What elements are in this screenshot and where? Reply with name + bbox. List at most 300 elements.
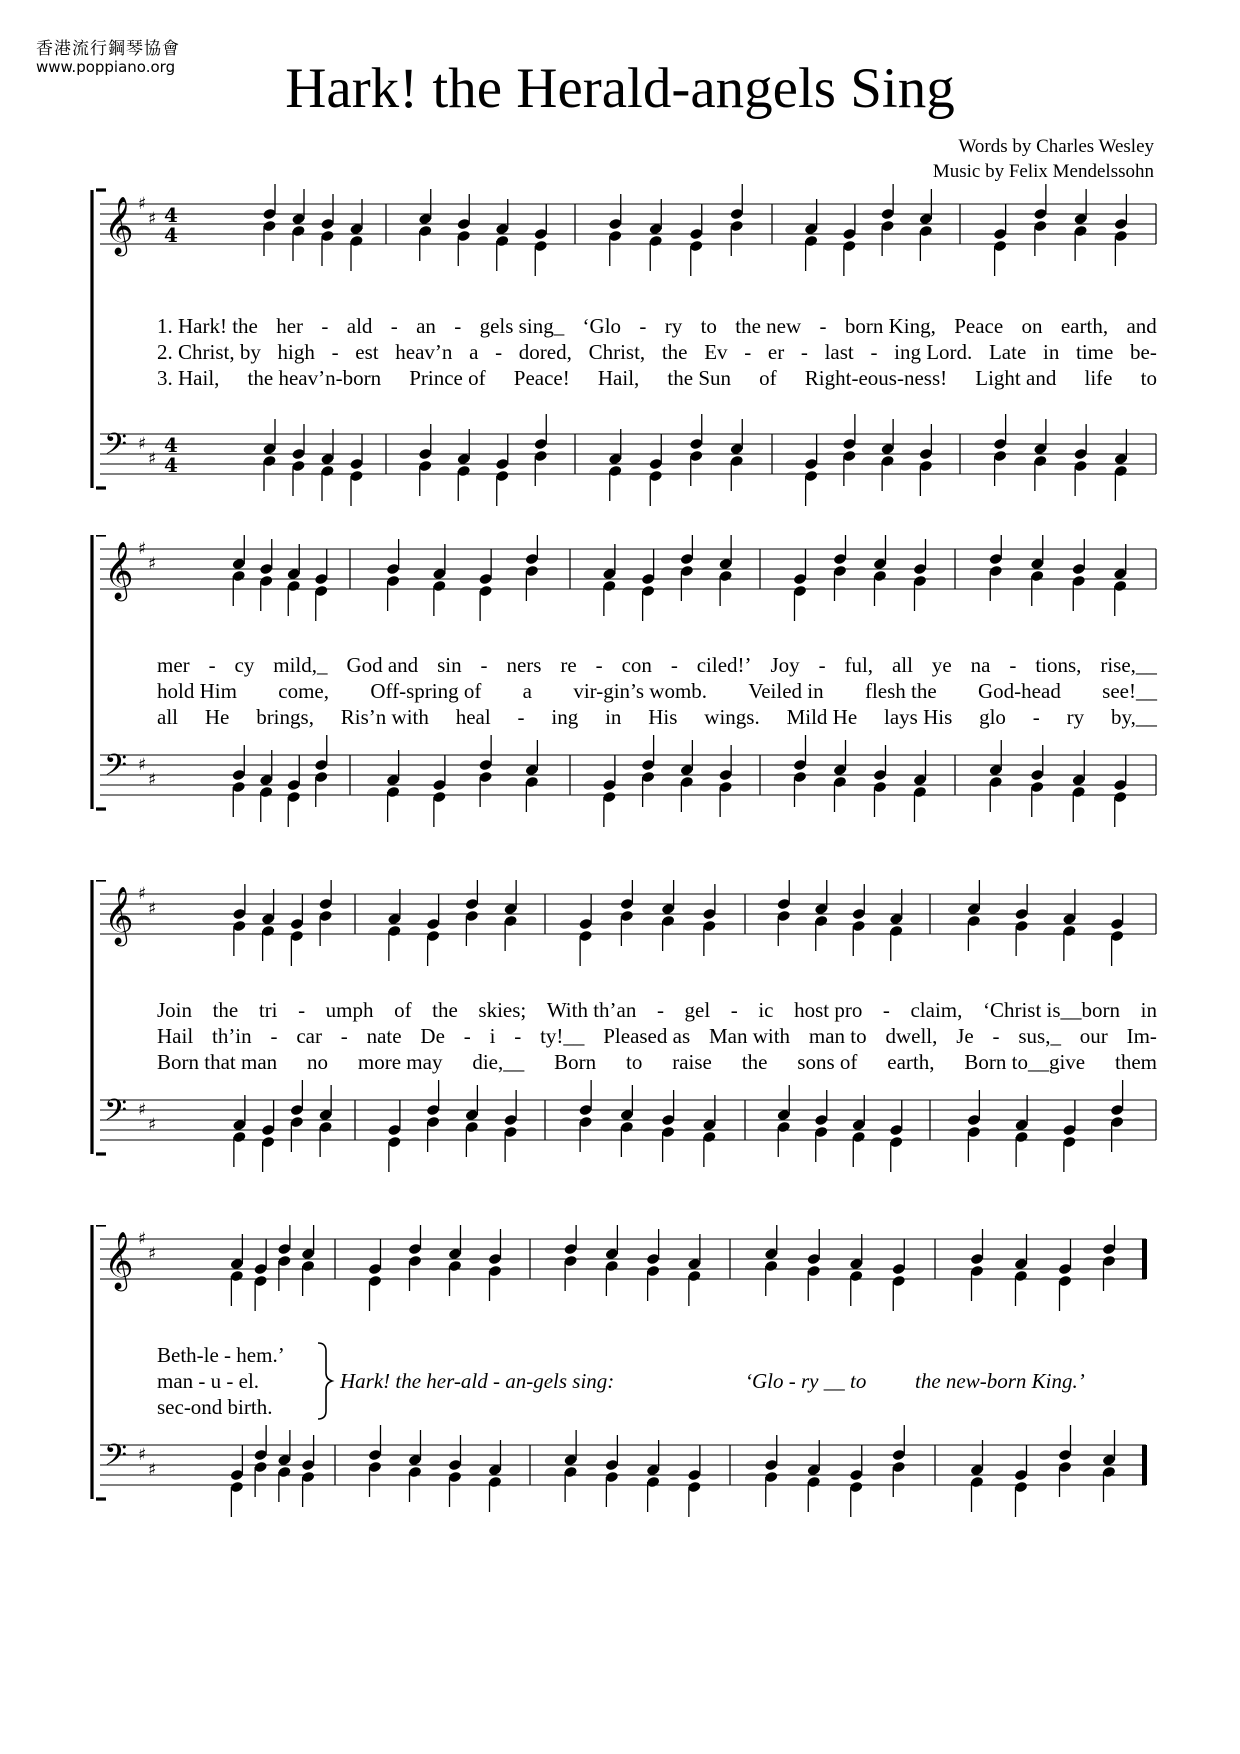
lyric-syllable: re (560, 653, 577, 677)
lyric-syllable: high (277, 340, 315, 364)
note-icon (989, 535, 1003, 601)
note-icon (349, 199, 363, 271)
lyric-syllable: heal (455, 705, 491, 729)
lyric-syllable: - (818, 653, 826, 677)
note-icon (503, 880, 517, 951)
note-icon (608, 429, 622, 501)
sharp-icon: ♯ (148, 554, 157, 574)
treble-clef-icon: 𝄞 (104, 541, 134, 599)
lyric-syllable: come, (278, 679, 329, 703)
note-icon (314, 735, 328, 807)
note-icon (804, 199, 818, 271)
lyric-syllable: our (1079, 1024, 1108, 1048)
lyric-syllable: tri (258, 998, 278, 1022)
lyric-syllable: nate (366, 1024, 402, 1048)
lyric-syllable: - (670, 653, 678, 677)
lyric-syllable: - (882, 998, 890, 1022)
note-icon (368, 1239, 382, 1311)
lyric-syllable: an (416, 314, 436, 338)
lyric-syllable: God and (346, 653, 419, 677)
lyric-syllable: wings. (704, 705, 760, 729)
lyric-syllable: ye (931, 653, 952, 677)
lyric-syllable: rise,__ (1100, 653, 1157, 677)
treble-staff (100, 880, 1156, 966)
note-icon (1058, 1239, 1072, 1311)
system-3-verse-3 (157, 1050, 1157, 1075)
note-icon (259, 539, 273, 611)
lyric-syllable: Man with (708, 1024, 791, 1048)
song-title: Hark! the Herald-angels Sing (285, 57, 955, 120)
note-icon (320, 194, 334, 266)
lyric-syllable: Peace! (513, 366, 570, 390)
note-icon (1102, 1225, 1116, 1291)
lyric-syllable: ic (758, 998, 774, 1022)
note-icon (1073, 189, 1087, 261)
note-icon (318, 880, 332, 946)
note-icon (488, 1440, 502, 1512)
lyric-syllable: - (870, 340, 878, 364)
note-icon (646, 1440, 660, 1512)
note-icon (1110, 894, 1124, 966)
lyric-syllable: - (340, 1024, 348, 1048)
note-icon (852, 1095, 866, 1167)
note-icon (230, 1234, 244, 1306)
lyric-syllable: - (298, 998, 306, 1022)
lyric-syllable: Hail (157, 1024, 194, 1048)
lyric-syllable: Right-eous-ness! (804, 366, 948, 390)
lyric-syllable: God-head (978, 679, 1061, 703)
lyric-syllable: Veiled in (748, 679, 824, 703)
watermark-url[interactable]: www.poppiano.org (36, 58, 176, 76)
refrain-king: the new-born King.’ (915, 1369, 1085, 1393)
lyric-syllable: - (463, 1024, 471, 1048)
bass-staff (100, 1425, 1147, 1517)
lyric-syllable: De (420, 1024, 445, 1048)
lyric-syllable: the new (735, 314, 802, 338)
note-icon (649, 434, 663, 506)
lyric-syllable: brings, (256, 705, 314, 729)
note-icon (432, 544, 446, 616)
lyric-syllable: car (296, 1024, 322, 1048)
note-icon (448, 1435, 462, 1507)
system-1-verse-1 (157, 314, 1157, 339)
lyric-syllable: ‘Christ is__born (982, 998, 1121, 1022)
lyric-syllable: - (208, 653, 216, 677)
sharp-icon: ♯ (138, 1445, 147, 1465)
time-signature-digit: 4 (164, 223, 178, 247)
note-icon (873, 535, 887, 606)
sharp-icon: ♯ (138, 1229, 147, 1249)
lyric-syllable: Christ, (588, 340, 646, 364)
lyric-syllable: Off-spring of (370, 679, 482, 703)
lyric-syllable: Joy (770, 653, 800, 677)
lyric-syllable: sin (437, 653, 462, 677)
watermark-chinese: 香港流行鋼琴協會 (36, 39, 180, 59)
lyric-syllable: to (626, 1050, 643, 1074)
note-icon (1102, 1430, 1116, 1502)
sharp-icon: ♯ (148, 1244, 157, 1264)
note-icon (277, 1225, 291, 1291)
note-icon (620, 880, 634, 946)
music-credit: Music by Felix Mendelssohn (932, 161, 1154, 182)
note-icon (889, 1100, 903, 1172)
lyric-syllable: Join (157, 998, 193, 1022)
lyric-syllable: ful, (844, 653, 874, 677)
note-icon (418, 424, 432, 496)
note-icon (525, 740, 539, 812)
note-icon (261, 1100, 275, 1172)
note-icon (314, 549, 328, 621)
time-signature-digit: 4 (164, 453, 178, 477)
note-icon (232, 884, 246, 956)
note-icon (833, 740, 847, 812)
note-icon (689, 414, 703, 486)
note-icon (320, 429, 334, 501)
sharp-icon: ♯ (138, 194, 147, 214)
lyric-syllable: Pleased as (603, 1024, 691, 1048)
note-icon (301, 1225, 315, 1296)
final-barline (1142, 1239, 1147, 1279)
note-icon (661, 1090, 675, 1162)
lyric-syllable: claim, (910, 998, 963, 1022)
lyric-syllable: see!__ (1102, 679, 1157, 703)
note-icon (793, 735, 807, 807)
treble-clef-icon: 𝄞 (104, 196, 134, 254)
credits (933, 134, 1154, 184)
lyric-syllable: heav’n (395, 340, 453, 364)
note-icon (849, 1234, 863, 1306)
lyric-syllable: - (819, 314, 827, 338)
lyric-syllable: last (824, 340, 854, 364)
note-icon (970, 1440, 984, 1512)
note-icon (777, 1085, 791, 1157)
sharp-icon: ♯ (138, 755, 147, 775)
lyric-syllable: raise (672, 1050, 712, 1074)
sharp-icon: ♯ (148, 209, 157, 229)
lyric-syllable: ry (664, 314, 683, 338)
note-icon (457, 429, 471, 501)
note-icon (1033, 419, 1047, 491)
note-icon (426, 1080, 440, 1152)
treble-staff (100, 1225, 1147, 1311)
lyric-syllable: - (270, 1024, 278, 1048)
note-icon (913, 750, 927, 822)
note-icon (702, 1095, 716, 1167)
system-4 (0, 1225, 1240, 1525)
lyric-syllable: in (1042, 340, 1060, 364)
lyric-syllable: host pro (794, 998, 863, 1022)
note-icon (605, 1435, 619, 1507)
treble-staff (100, 535, 1156, 621)
lyric-syllable: vir-gin’s womb. (573, 679, 708, 703)
lyric-syllable: on (1021, 314, 1043, 338)
note-icon (680, 535, 694, 601)
note-icon (793, 549, 807, 621)
note-icon (287, 544, 301, 616)
note-icon (387, 889, 401, 961)
lyric-syllable: dwell, (885, 1024, 938, 1048)
note-icon (680, 740, 694, 812)
note-icon (880, 419, 894, 491)
note-icon (578, 894, 592, 966)
note-icon (1110, 1080, 1124, 1152)
note-icon (408, 1225, 422, 1291)
lyric-syllable: - (495, 340, 503, 364)
sharp-icon: ♯ (138, 884, 147, 904)
note-icon (807, 1229, 821, 1301)
lyric-syllable: Ev (704, 340, 728, 364)
lyric-syllable: i (489, 1024, 496, 1048)
lyric-syllable: earth, (1060, 314, 1109, 338)
lyric-syllable: est (355, 340, 379, 364)
lyric-syllable: th’in (211, 1024, 252, 1048)
lyric-syllable: gels sing_ (479, 314, 565, 338)
lyric-syllable: Je (956, 1024, 974, 1048)
final-barline (1142, 1445, 1147, 1485)
note-icon (465, 880, 479, 946)
note-icon (230, 1445, 244, 1517)
note-icon (386, 750, 400, 822)
lyric-syllable: more may (357, 1050, 443, 1074)
lyric-syllable: Ris’n with (340, 705, 429, 729)
note-icon (418, 189, 432, 261)
lyric-syllable: ciled!’ (696, 653, 752, 677)
lyric-syllable: Prince of (409, 366, 486, 390)
lyric-syllable: the heav’n-born (247, 366, 382, 390)
note-icon (465, 1085, 479, 1157)
note-icon (578, 1080, 592, 1152)
lyric-syllable: mer (157, 653, 190, 677)
lyric-syllable: mild,_ (273, 653, 328, 677)
note-icon (764, 1225, 778, 1296)
note-icon (432, 755, 446, 827)
lyric-syllable: - (800, 340, 808, 364)
note-icon (970, 1229, 984, 1301)
verse-brace (318, 1343, 332, 1419)
note-icon (1073, 424, 1087, 496)
lyric-syllable: sons of (797, 1050, 858, 1074)
lyric-syllable: Born to__give (964, 1050, 1086, 1074)
sharp-icon: ♯ (138, 434, 147, 454)
lyric-syllable: ing Lord. (894, 340, 973, 364)
note-icon (1033, 184, 1047, 256)
note-icon (913, 539, 927, 611)
note-icon (605, 1225, 619, 1296)
lyric-syllable: He (204, 705, 230, 729)
bass-staff (100, 1080, 1156, 1172)
system-3 (0, 880, 1240, 1180)
lyric-syllable: - (321, 314, 329, 338)
sharp-icon: ♯ (148, 449, 157, 469)
system-2-verse-1 (157, 653, 1157, 678)
note-icon (232, 1095, 246, 1167)
lyric-syllable: dored, (518, 340, 572, 364)
note-icon (687, 1234, 701, 1306)
note-icon (687, 1445, 701, 1517)
note-icon (1114, 194, 1128, 266)
lyric-syllable: ners (506, 653, 542, 677)
note-icon (702, 884, 716, 956)
note-icon (232, 745, 246, 817)
bass-clef-icon: 𝄢 (104, 428, 128, 469)
note-icon (804, 434, 818, 506)
note-icon (919, 424, 933, 496)
lyric-syllable: - (656, 998, 664, 1022)
note-icon (291, 424, 305, 496)
note-icon (1113, 544, 1127, 616)
lyric-syllable: of (759, 366, 777, 390)
lyric-syllable: na (970, 653, 991, 677)
note-icon (873, 745, 887, 817)
note-icon (718, 745, 732, 817)
note-icon (349, 434, 363, 506)
lyric-syllable: His (648, 705, 678, 729)
lyric-syllable: the (432, 998, 458, 1022)
lyric-syllable: sus,_ (1018, 1024, 1061, 1048)
sharp-icon: ♯ (148, 1460, 157, 1480)
lyric-syllable: to (1140, 366, 1157, 390)
lyric-syllable: die,__ (472, 1050, 525, 1074)
note-icon (287, 755, 301, 827)
lyric-syllable: umph (325, 998, 374, 1022)
note-icon (730, 419, 744, 491)
note-icon (563, 1430, 577, 1502)
lyric-syllable: Late (988, 340, 1027, 364)
note-icon (764, 1435, 778, 1507)
lyric-syllable: the (741, 1050, 768, 1074)
note-icon (426, 894, 440, 966)
lyric-syllable: - (730, 998, 738, 1022)
bass-clef-icon: 𝄢 (104, 1439, 128, 1480)
system-4-verse-2-end: man - u - el. (157, 1369, 260, 1393)
lyric-syllable: 2. Christ, by (157, 340, 261, 364)
note-icon (849, 1445, 863, 1517)
lyric-syllable: earth, (887, 1050, 935, 1074)
note-icon (814, 880, 828, 951)
note-icon (892, 1425, 906, 1497)
note-icon (689, 204, 703, 276)
note-icon (889, 889, 903, 961)
lyric-syllable: her (276, 314, 304, 338)
lyric-syllable: - (517, 705, 525, 729)
lyric-syllable: con (621, 653, 652, 677)
lyric-syllable: glo (979, 705, 1006, 729)
system-3-verse-1 (157, 998, 1157, 1023)
note-icon (290, 1080, 304, 1152)
lyric-syllable: a (469, 340, 479, 364)
note-icon (892, 1239, 906, 1311)
note-icon (261, 889, 275, 961)
note-icon (488, 1229, 502, 1301)
note-icon (478, 549, 492, 621)
lyric-syllable: cy (234, 653, 255, 677)
lyric-syllable: them (1114, 1050, 1157, 1074)
lyric-syllable: no (307, 1050, 329, 1074)
sharp-icon: ♯ (138, 1100, 147, 1120)
lyric-syllable: Light and (975, 366, 1057, 390)
lyric-syllable: ald (346, 314, 373, 338)
note-icon (387, 1100, 401, 1172)
bass-staff (100, 414, 1156, 506)
note-icon (807, 1440, 821, 1512)
lyric-syllable: the (212, 998, 239, 1022)
lyric-syllable: - (514, 1024, 522, 1048)
lyric-syllable: gel (684, 998, 711, 1022)
lyric-syllable: and (1126, 314, 1157, 338)
note-icon (730, 184, 744, 256)
system-2 (0, 535, 1240, 835)
lyric-syllable: be- (1130, 340, 1157, 364)
note-icon (608, 194, 622, 266)
lyric-syllable: - (595, 653, 603, 677)
lyric-syllable: Born (554, 1050, 597, 1074)
lyric-syllable: 3. Hail, (157, 366, 220, 390)
bass-clef-icon: 𝄢 (104, 749, 128, 790)
system-4-verse-3-end: sec-ond birth. (157, 1395, 273, 1419)
lyric-syllable: flesh the (864, 679, 937, 703)
note-icon (262, 419, 276, 491)
lyric-syllable: Im- (1126, 1024, 1157, 1048)
note-icon (1072, 750, 1086, 822)
note-icon (852, 884, 866, 956)
lyric-syllable: life (1084, 366, 1113, 390)
lyric-syllable: man to (808, 1024, 867, 1048)
words-credit: Words by Charles Wesley (958, 136, 1154, 157)
system-3-verse-2 (157, 1024, 1157, 1049)
sharp-icon: ♯ (138, 539, 147, 559)
lyric-syllable: a (522, 679, 532, 703)
note-icon (993, 414, 1007, 486)
note-icon (833, 535, 847, 601)
bass-clef-icon: 𝄢 (104, 1094, 128, 1135)
lyric-syllable: hold Him (157, 679, 237, 703)
bass-staff (100, 735, 1156, 827)
lyric-syllable: - (1009, 653, 1017, 677)
note-icon (318, 1085, 332, 1157)
note-icon (1030, 535, 1044, 606)
lyric-syllable: - (454, 314, 462, 338)
lyric-syllable: - (480, 653, 488, 677)
system-2-verse-2 (157, 679, 1157, 704)
note-icon (253, 1239, 267, 1311)
note-icon (1062, 1100, 1076, 1172)
note-icon (262, 184, 276, 256)
note-icon (842, 414, 856, 486)
note-icon (259, 750, 273, 822)
note-icon (232, 535, 246, 606)
time-signature-digit: 4 (164, 433, 178, 457)
note-icon (1014, 1445, 1028, 1517)
lyric-syllable: lays His (884, 705, 953, 729)
note-icon (967, 1090, 981, 1162)
sharp-icon: ♯ (148, 1115, 157, 1135)
note-icon (1014, 1234, 1028, 1306)
treble-staff (100, 184, 1156, 276)
lyric-syllable: the Sun (667, 366, 732, 390)
sharp-icon: ♯ (148, 770, 157, 790)
refrain-glory: ‘Glo - ry __ to (745, 1369, 867, 1393)
note-icon (1072, 539, 1086, 611)
note-icon (1014, 1095, 1028, 1167)
note-icon (814, 1090, 828, 1162)
lyric-syllable: ry (1066, 705, 1085, 729)
lyric-syllable: all (157, 705, 178, 729)
lyric-syllable: er (767, 340, 785, 364)
note-icon (277, 1430, 291, 1502)
lyric-syllable: by,__ (1110, 705, 1157, 729)
note-icon (534, 204, 548, 276)
note-icon (386, 539, 400, 611)
